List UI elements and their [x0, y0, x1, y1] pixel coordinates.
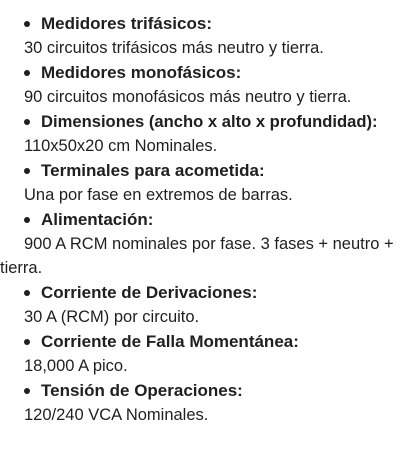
spec-description: Una por fase en extremos de barras. — [24, 186, 293, 204]
bullet-icon — [24, 21, 30, 27]
spec-description: 30 A (RCM) por circuito. — [24, 308, 200, 326]
spec-title: Medidores trifásicos: — [41, 14, 212, 33]
spec-item-medidores-trifasicos — [0, 11, 402, 60]
bullet-icon — [24, 388, 30, 394]
spec-item-corriente-falla — [0, 329, 402, 378]
spec-item-terminales-acometida — [0, 158, 402, 207]
spec-description: 30 circuitos trifásicos más neutro y tierra. — [24, 39, 324, 57]
spec-title: Terminales para acometida: — [41, 161, 265, 180]
spec-item-dimensiones — [0, 109, 402, 158]
bullet-icon — [24, 168, 30, 174]
bullet-icon — [24, 119, 30, 125]
spec-description: 110x50x20 cm Nominales. — [24, 137, 218, 155]
bullet-icon — [24, 217, 30, 223]
spec-title: Corriente de Derivaciones: — [41, 283, 258, 302]
bullet-icon — [24, 70, 30, 76]
spec-description: 120/240 VCA Nominales. — [24, 406, 209, 424]
spec-title: Corriente de Falla Momentánea: — [41, 332, 299, 351]
spec-title: Medidores monofásicos: — [41, 63, 242, 82]
spec-description: 90 circuitos monofásicos más neutro y tierra. — [24, 88, 352, 106]
spec-item-corriente-derivaciones — [0, 280, 402, 329]
spec-item-medidores-monofasicos — [0, 60, 402, 109]
spec-title: Tensión de Operaciones: — [41, 381, 243, 400]
spec-title: Dimensiones (ancho x alto x profundidad): — [41, 112, 378, 131]
spec-title: Alimentación: — [41, 210, 154, 229]
spec-description: 18,000 A pico. — [24, 357, 128, 375]
bullet-icon — [24, 339, 30, 345]
spec-item-alimentacion — [0, 207, 402, 280]
spec-description: 900 A RCM nominales por fase. 3 fases + neutro + tierra. — [0, 235, 394, 277]
bullet-icon — [24, 290, 30, 296]
spec-item-tension-operaciones — [0, 378, 402, 427]
